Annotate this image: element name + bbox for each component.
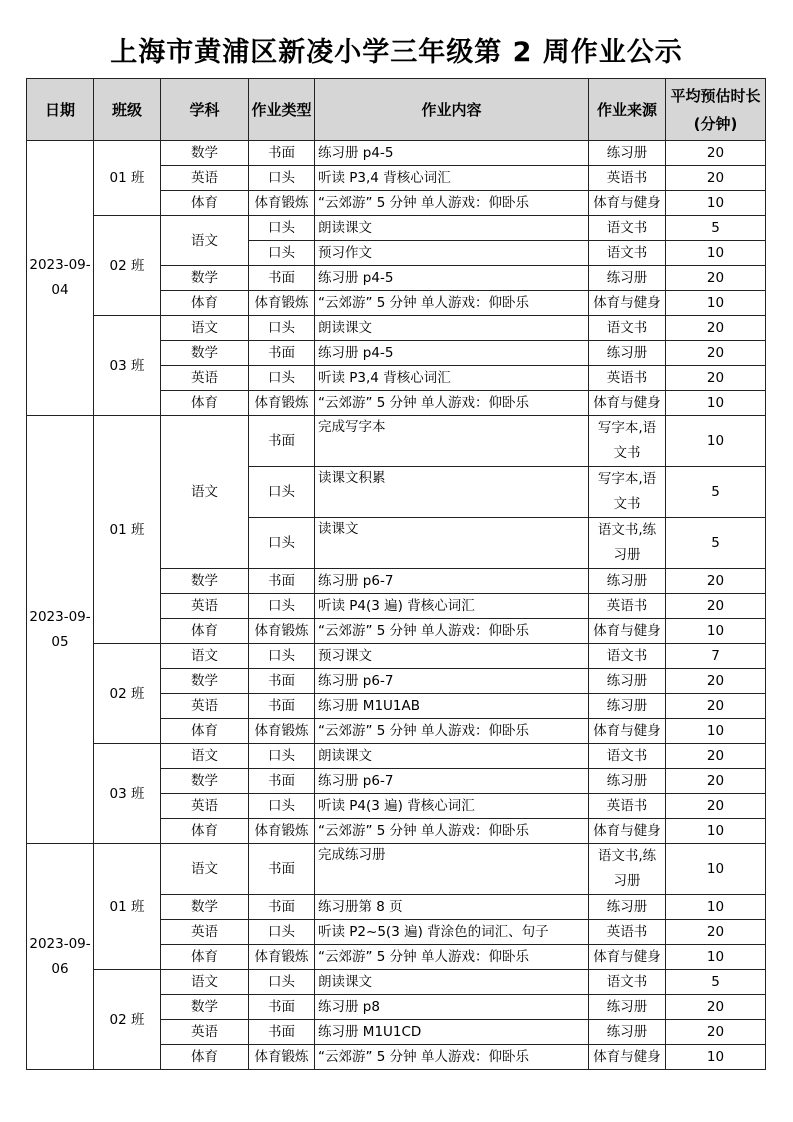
homework-table: [26, 78, 766, 1070]
table-row: [27, 216, 766, 241]
content-cell: “云郊游” 5 分钟 单人游戏：仰卧乐: [315, 191, 589, 216]
type-cell: 口头: [249, 744, 315, 769]
type-cell: 书面: [249, 895, 315, 920]
source-cell: 英语书: [589, 366, 666, 391]
content-cell: 练习册 p4-5: [315, 341, 589, 366]
subject-cell: 英语: [161, 1020, 249, 1045]
class-cell: 01 班: [94, 141, 161, 216]
time-cell: 10: [666, 416, 766, 467]
time-cell: 10: [666, 819, 766, 844]
source-cell: 体育与健身: [589, 619, 666, 644]
date-text-line2: 05: [51, 633, 69, 650]
time-cell: 10: [666, 619, 766, 644]
content-cell: “云郊游” 5 分钟 单人游戏：仰卧乐: [315, 819, 589, 844]
source-cell: 体育与健身: [589, 191, 666, 216]
source-text-line2: 文书: [613, 496, 641, 512]
subject-cell: 体育: [161, 819, 249, 844]
content-cell: 练习册 M1U1CD: [315, 1020, 589, 1045]
time-cell: 5: [666, 518, 766, 569]
header-subject: 学科: [161, 79, 249, 141]
table-body: [27, 141, 766, 1070]
subject-cell: 语文: [161, 216, 249, 266]
type-cell: 书面: [249, 769, 315, 794]
content-cell: “云郊游” 5 分钟 单人游戏：仰卧乐: [315, 719, 589, 744]
content-cell: “云郊游” 5 分钟 单人游戏：仰卧乐: [315, 291, 589, 316]
subject-cell: 数学: [161, 266, 249, 291]
subject-cell: 体育: [161, 619, 249, 644]
type-cell: 口头: [249, 241, 315, 266]
time-cell: 20: [666, 694, 766, 719]
source-text-line1: 写字本,语: [597, 420, 657, 436]
source-cell: 练习册: [589, 769, 666, 794]
content-cell: 读课文积累: [315, 467, 589, 518]
type-cell: 体育锻炼: [249, 819, 315, 844]
subject-cell: 体育: [161, 719, 249, 744]
source-cell: 体育与健身: [589, 945, 666, 970]
subject-cell: 英语: [161, 166, 249, 191]
subject-cell: 体育: [161, 945, 249, 970]
time-cell: 5: [666, 467, 766, 518]
source-cell: 体育与健身: [589, 1045, 666, 1070]
type-cell: 书面: [249, 669, 315, 694]
type-cell: 口头: [249, 970, 315, 995]
source-cell: 英语书: [589, 794, 666, 819]
type-cell: 口头: [249, 644, 315, 669]
date-text-line1: 2023-09-: [29, 257, 91, 273]
subject-cell: 体育: [161, 1045, 249, 1070]
subject-cell: 数学: [161, 895, 249, 920]
subject-cell: 数学: [161, 669, 249, 694]
subject-cell: 数学: [161, 995, 249, 1020]
subject-cell: 英语: [161, 920, 249, 945]
type-cell: 口头: [249, 518, 315, 569]
subject-cell: 英语: [161, 794, 249, 819]
type-cell: 体育锻炼: [249, 619, 315, 644]
subject-cell: 数学: [161, 769, 249, 794]
source-cell: 练习册: [589, 1020, 666, 1045]
source-cell: [589, 844, 666, 895]
source-text-line1: 语文书,练: [597, 848, 657, 864]
source-cell: 语文书: [589, 316, 666, 341]
type-cell: 体育锻炼: [249, 1045, 315, 1070]
source-cell: [589, 518, 666, 569]
type-cell: 体育锻炼: [249, 291, 315, 316]
content-cell: “云郊游” 5 分钟 单人游戏：仰卧乐: [315, 619, 589, 644]
time-cell: 20: [666, 266, 766, 291]
time-cell: 20: [666, 794, 766, 819]
content-cell: 听读 P2~5(3 遍) 背涂色的词汇、句子: [315, 920, 589, 945]
content-cell: 朗读课文: [315, 316, 589, 341]
source-cell: 练习册: [589, 341, 666, 366]
content-cell: “云郊游” 5 分钟 单人游戏：仰卧乐: [315, 945, 589, 970]
type-cell: 口头: [249, 316, 315, 341]
subject-cell: 语文: [161, 744, 249, 769]
source-cell: [589, 416, 666, 467]
class-cell: 03 班: [94, 744, 161, 844]
type-cell: 口头: [249, 794, 315, 819]
subject-cell: 语文: [161, 416, 249, 569]
date-text-line1: 2023-09-: [29, 935, 91, 952]
type-cell: 书面: [249, 1020, 315, 1045]
content-cell: 完成练习册: [315, 844, 589, 895]
content-cell: 朗读课文: [315, 744, 589, 769]
subject-cell: 英语: [161, 694, 249, 719]
type-cell: 书面: [249, 416, 315, 467]
time-cell: 20: [666, 141, 766, 166]
time-cell: 5: [666, 970, 766, 995]
content-cell: 练习册 p6-7: [315, 569, 589, 594]
table-row: [27, 644, 766, 669]
page-title: 上海市黄浦区新凌小学三年级第 2 周作业公示: [110, 37, 683, 68]
time-cell: 7: [666, 644, 766, 669]
content-cell: “云郊游” 5 分钟 单人游戏：仰卧乐: [315, 1045, 589, 1070]
class-cell: 01 班: [94, 844, 161, 970]
date-text-line1: 2023-09-: [29, 608, 91, 625]
header-source: 作业来源: [589, 79, 666, 141]
date-cell: [27, 416, 94, 844]
type-cell: 口头: [249, 166, 315, 191]
header-time: 平均预估时长(分钟): [666, 79, 766, 141]
source-cell: 练习册: [589, 995, 666, 1020]
subject-cell: 体育: [161, 291, 249, 316]
subject-cell: 语文: [161, 644, 249, 669]
time-cell: 10: [666, 391, 766, 416]
time-cell: 5: [666, 216, 766, 241]
content-cell: 完成写字本: [315, 416, 589, 467]
source-cell: 体育与健身: [589, 719, 666, 744]
type-cell: 体育锻炼: [249, 719, 315, 744]
type-cell: 口头: [249, 467, 315, 518]
header-content: 作业内容: [315, 79, 589, 141]
header-type: 作业类型: [249, 79, 315, 141]
subject-cell: 体育: [161, 391, 249, 416]
date-text-line2: 06: [51, 960, 69, 977]
content-cell: 练习册第 8 页: [315, 895, 589, 920]
subject-cell: 英语: [161, 366, 249, 391]
source-cell: 体育与健身: [589, 291, 666, 316]
header-date: 日期: [27, 79, 94, 141]
time-cell: 10: [666, 291, 766, 316]
date-text-line2: 04: [51, 282, 69, 298]
subject-cell: 语文: [161, 316, 249, 341]
type-cell: 口头: [249, 920, 315, 945]
source-cell: 练习册: [589, 266, 666, 291]
time-cell: 20: [666, 569, 766, 594]
content-cell: 听读 P4(3 遍) 背核心词汇: [315, 794, 589, 819]
type-cell: 书面: [249, 266, 315, 291]
content-cell: 预习课文: [315, 644, 589, 669]
subject-cell: 语文: [161, 970, 249, 995]
source-text-line2: 习册: [613, 547, 641, 563]
time-cell: 10: [666, 895, 766, 920]
class-cell: 02 班: [94, 216, 161, 316]
header-row: [27, 79, 766, 141]
time-cell: 20: [666, 341, 766, 366]
source-cell: 英语书: [589, 594, 666, 619]
class-cell: 01 班: [94, 416, 161, 644]
source-cell: 语文书: [589, 241, 666, 266]
table-row: [27, 970, 766, 995]
type-cell: 书面: [249, 844, 315, 895]
subject-cell: 英语: [161, 594, 249, 619]
time-cell: 20: [666, 594, 766, 619]
time-cell: 20: [666, 744, 766, 769]
source-cell: 练习册: [589, 669, 666, 694]
time-cell: 20: [666, 995, 766, 1020]
time-cell: 10: [666, 191, 766, 216]
subject-cell: 数学: [161, 341, 249, 366]
content-cell: 练习册 p6-7: [315, 669, 589, 694]
content-cell: 练习册 p4-5: [315, 141, 589, 166]
source-cell: 练习册: [589, 141, 666, 166]
content-cell: 练习册 p6-7: [315, 769, 589, 794]
time-cell: 20: [666, 669, 766, 694]
time-cell: 20: [666, 1020, 766, 1045]
time-cell: 10: [666, 844, 766, 895]
time-cell: 20: [666, 166, 766, 191]
source-text-line2: 习册: [613, 873, 641, 889]
content-cell: 听读 P3,4 背核心词汇: [315, 366, 589, 391]
type-cell: 体育锻炼: [249, 391, 315, 416]
type-cell: 书面: [249, 141, 315, 166]
time-cell: 20: [666, 769, 766, 794]
source-cell: 英语书: [589, 166, 666, 191]
content-cell: 预习作文: [315, 241, 589, 266]
content-cell: 朗读课文: [315, 216, 589, 241]
source-cell: 体育与健身: [589, 819, 666, 844]
content-cell: 练习册 M1U1AB: [315, 694, 589, 719]
source-cell: 体育与健身: [589, 391, 666, 416]
table-row: [27, 141, 766, 166]
content-cell: 朗读课文: [315, 970, 589, 995]
time-cell: 10: [666, 241, 766, 266]
source-cell: 语文书: [589, 216, 666, 241]
content-cell: 读课文: [315, 518, 589, 569]
subject-cell: 数学: [161, 141, 249, 166]
time-cell: 10: [666, 1045, 766, 1070]
table-row: [27, 844, 766, 895]
content-cell: 听读 P3,4 背核心词汇: [315, 166, 589, 191]
source-cell: 语文书: [589, 644, 666, 669]
source-text-line1: 写字本,语: [597, 471, 657, 487]
time-cell: 20: [666, 920, 766, 945]
source-cell: 语文书: [589, 970, 666, 995]
type-cell: 口头: [249, 216, 315, 241]
class-cell: 02 班: [94, 644, 161, 744]
content-cell: 听读 P4(3 遍) 背核心词汇: [315, 594, 589, 619]
type-cell: 书面: [249, 694, 315, 719]
class-cell: 03 班: [94, 316, 161, 416]
subject-cell: 体育: [161, 191, 249, 216]
subject-cell: 语文: [161, 844, 249, 895]
time-cell: 10: [666, 945, 766, 970]
type-cell: 体育锻炼: [249, 191, 315, 216]
class-cell: 02 班: [94, 970, 161, 1070]
type-cell: 书面: [249, 995, 315, 1020]
source-text-line1: 语文书,练: [597, 522, 657, 538]
source-cell: 语文书: [589, 744, 666, 769]
date-cell: [27, 844, 94, 1070]
time-cell: 10: [666, 719, 766, 744]
time-cell: 20: [666, 316, 766, 341]
type-cell: 书面: [249, 569, 315, 594]
type-cell: 书面: [249, 341, 315, 366]
type-cell: 口头: [249, 366, 315, 391]
date-cell: [27, 141, 94, 416]
source-text-line2: 文书: [613, 445, 641, 461]
source-cell: 练习册: [589, 694, 666, 719]
table-row: [27, 744, 766, 769]
table-row: [27, 316, 766, 341]
subject-cell: 数学: [161, 569, 249, 594]
source-cell: 练习册: [589, 569, 666, 594]
content-cell: 练习册 p8: [315, 995, 589, 1020]
type-cell: 口头: [249, 594, 315, 619]
source-cell: 练习册: [589, 895, 666, 920]
header-class: 班级: [94, 79, 161, 141]
type-cell: 体育锻炼: [249, 945, 315, 970]
content-cell: “云郊游” 5 分钟 单人游戏：仰卧乐: [315, 391, 589, 416]
source-cell: [589, 467, 666, 518]
content-cell: 练习册 p4-5: [315, 266, 589, 291]
table-row: [27, 416, 766, 467]
source-cell: 英语书: [589, 920, 666, 945]
time-cell: 20: [666, 366, 766, 391]
